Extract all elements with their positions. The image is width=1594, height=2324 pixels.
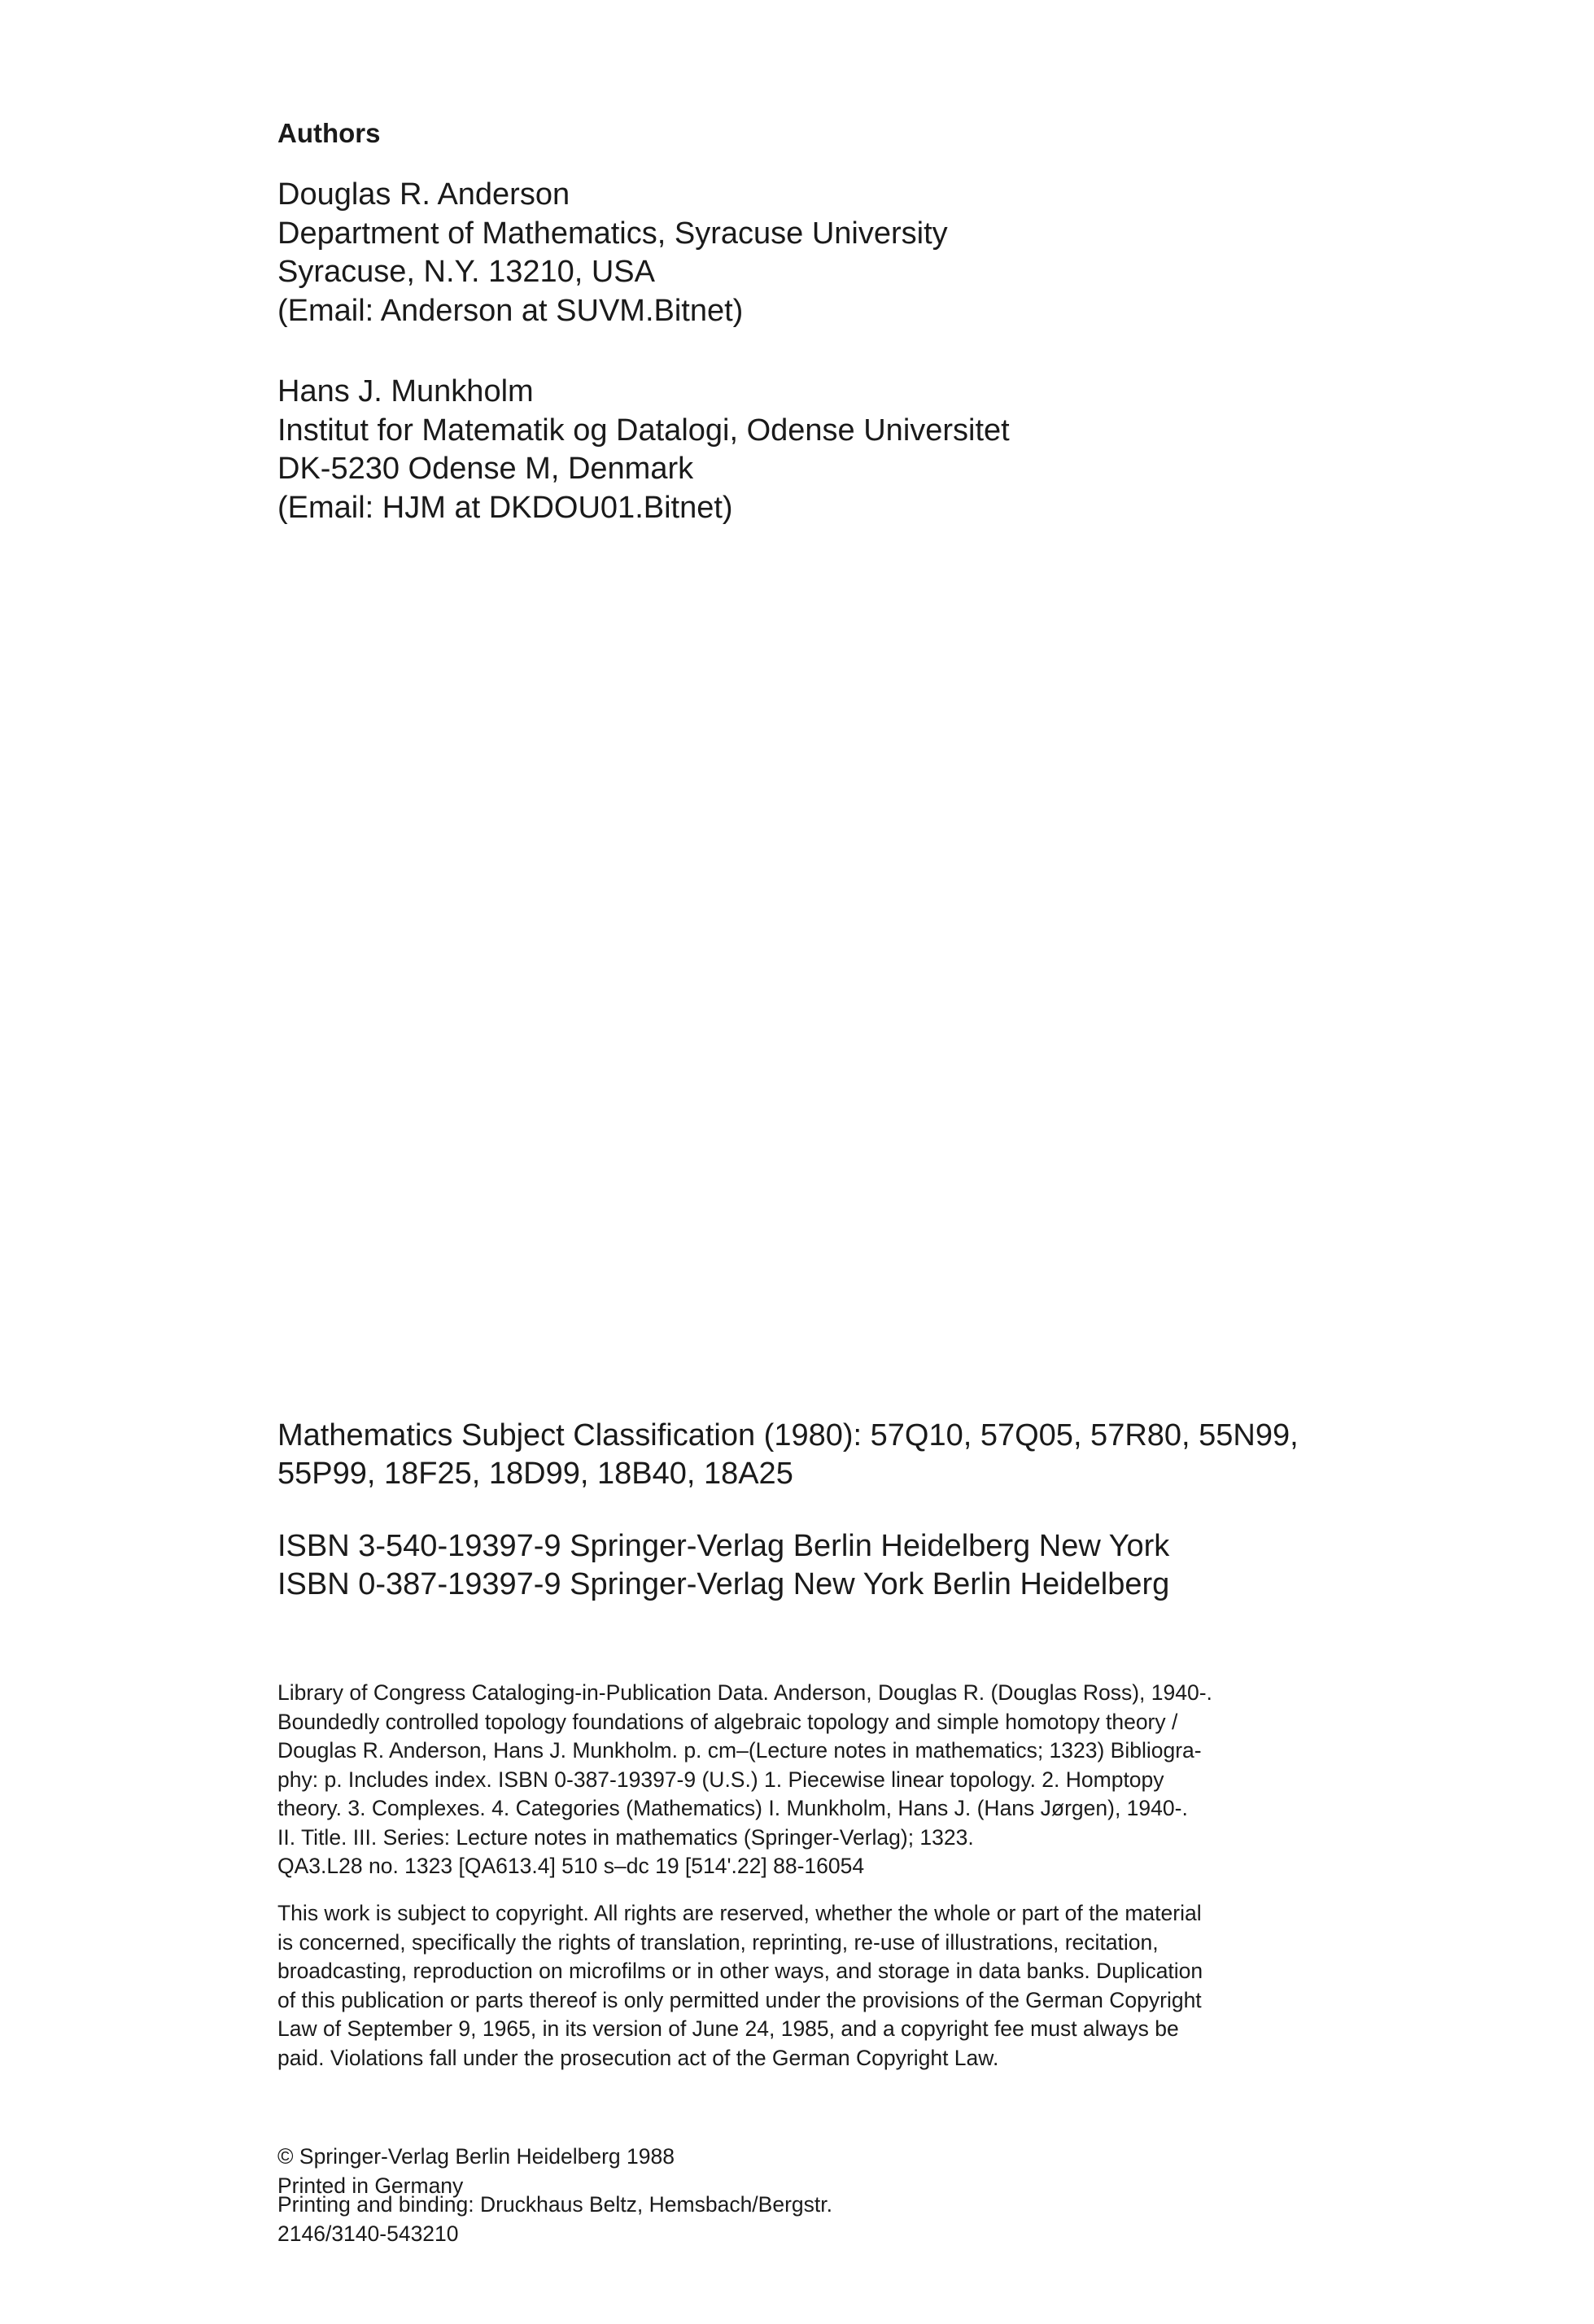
author-department: Institut for Matematik og Datalogi, Odense Universitet	[277, 413, 1010, 448]
printed-in: Printed in Germany	[277, 2173, 464, 2198]
copyright-holder: © Springer-Verlag Berlin Heidelberg 1988	[277, 2144, 675, 2169]
classification-line: Mathematics Subject Classification (1980): 57Q10, 57Q05, 57R80, 55N99,	[277, 1418, 1299, 1452]
classification-line: 55P99, 18F25, 18D99, 18B40, 18A25	[277, 1457, 793, 1491]
author-name: Hans J. Munkholm	[277, 374, 534, 408]
notice-line: paid. Violations fall under the prosecution act of the German Copyright Law.	[277, 2045, 999, 2070]
author-block-munkholm	[277, 373, 1010, 527]
author-address: DK-5230 Odense M, Denmark	[277, 452, 694, 486]
authors-heading: Authors	[277, 118, 381, 148]
cip-line: phy: p. Includes index. ISBN 0-387-19397-9 (U.S.) 1. Piecewise linear topology. 2. Homptopy	[277, 1767, 1164, 1792]
cataloging-in-publication-data	[277, 1679, 1323, 1881]
cip-line: Douglas R. Anderson, Hans J. Munkholm. p. cm–(Lecture notes in mathematics; 1323) Bibliogra-	[277, 1738, 1202, 1763]
author-department: Department of Mathematics, Syracuse University	[277, 216, 948, 251]
author-email: (Email: Anderson at SUVM.Bitnet)	[277, 293, 744, 328]
subject-classification	[277, 1417, 1335, 1493]
print-code: 2146/3140-543210	[277, 2221, 459, 2246]
isbn-line-berlin: ISBN 3-540-19397-9 Springer-Verlag Berlin Heidelberg New York	[277, 1529, 1170, 1563]
printing-info	[277, 2191, 1323, 2248]
cip-line: QA3.L28 no. 1323 [QA613.4] 510 s–dc 19 [514'.22] 88-16054	[277, 1854, 865, 1878]
cip-line: II. Title. III. Series: Lecture notes in mathematics (Springer-Verlag); 1323.	[277, 1824, 974, 1850]
isbn-block	[277, 1527, 1169, 1604]
author-address: Syracuse, N.Y. 13210, USA	[277, 255, 655, 289]
notice-line: is concerned, specifically the rights of translation, reprinting, re-use of illustrations, recitation,	[277, 1929, 1159, 1955]
cip-line: Library of Congress Cataloging-in-Publication Data. Anderson, Douglas R. (Douglas Ross), 1940-.	[277, 1680, 1212, 1705]
printing-binding: Printing and binding: Druckhaus Beltz, Hemsbach/Bergstr.	[277, 2192, 832, 2217]
author-name: Douglas R. Anderson	[277, 177, 570, 212]
isbn-line-new-york: ISBN 0-387-19397-9 Springer-Verlag New York Berlin Heidelberg	[277, 1567, 1170, 1601]
notice-line: Law of September 9, 1965, in its version of June 24, 1985, and a copyright fee must always be	[277, 2016, 1179, 2041]
author-block-anderson	[277, 176, 948, 330]
author-email: (Email: HJM at DKDOU01.Bitnet)	[277, 490, 733, 525]
notice-line: This work is subject to copyright. All rights are reserved, whether the whole or part of the material	[277, 1901, 1202, 1925]
notice-line: of this publication or parts thereof is only permitted under the provisions of the German Copyright	[277, 1987, 1202, 2012]
copyright-notice	[277, 1899, 1323, 2073]
notice-line: broadcasting, reproduction on microfilms or in other ways, and storage in data banks. Duplication	[277, 1959, 1203, 1983]
cip-line: Boundedly controlled topology foundations of algebraic topology and simple homotopy theory /	[277, 1709, 1178, 1734]
cip-line: theory. 3. Complexes. 4. Categories (Mathematics) I. Munkholm, Hans J. (Hans Jørgen), 1940-.	[277, 1796, 1188, 1820]
